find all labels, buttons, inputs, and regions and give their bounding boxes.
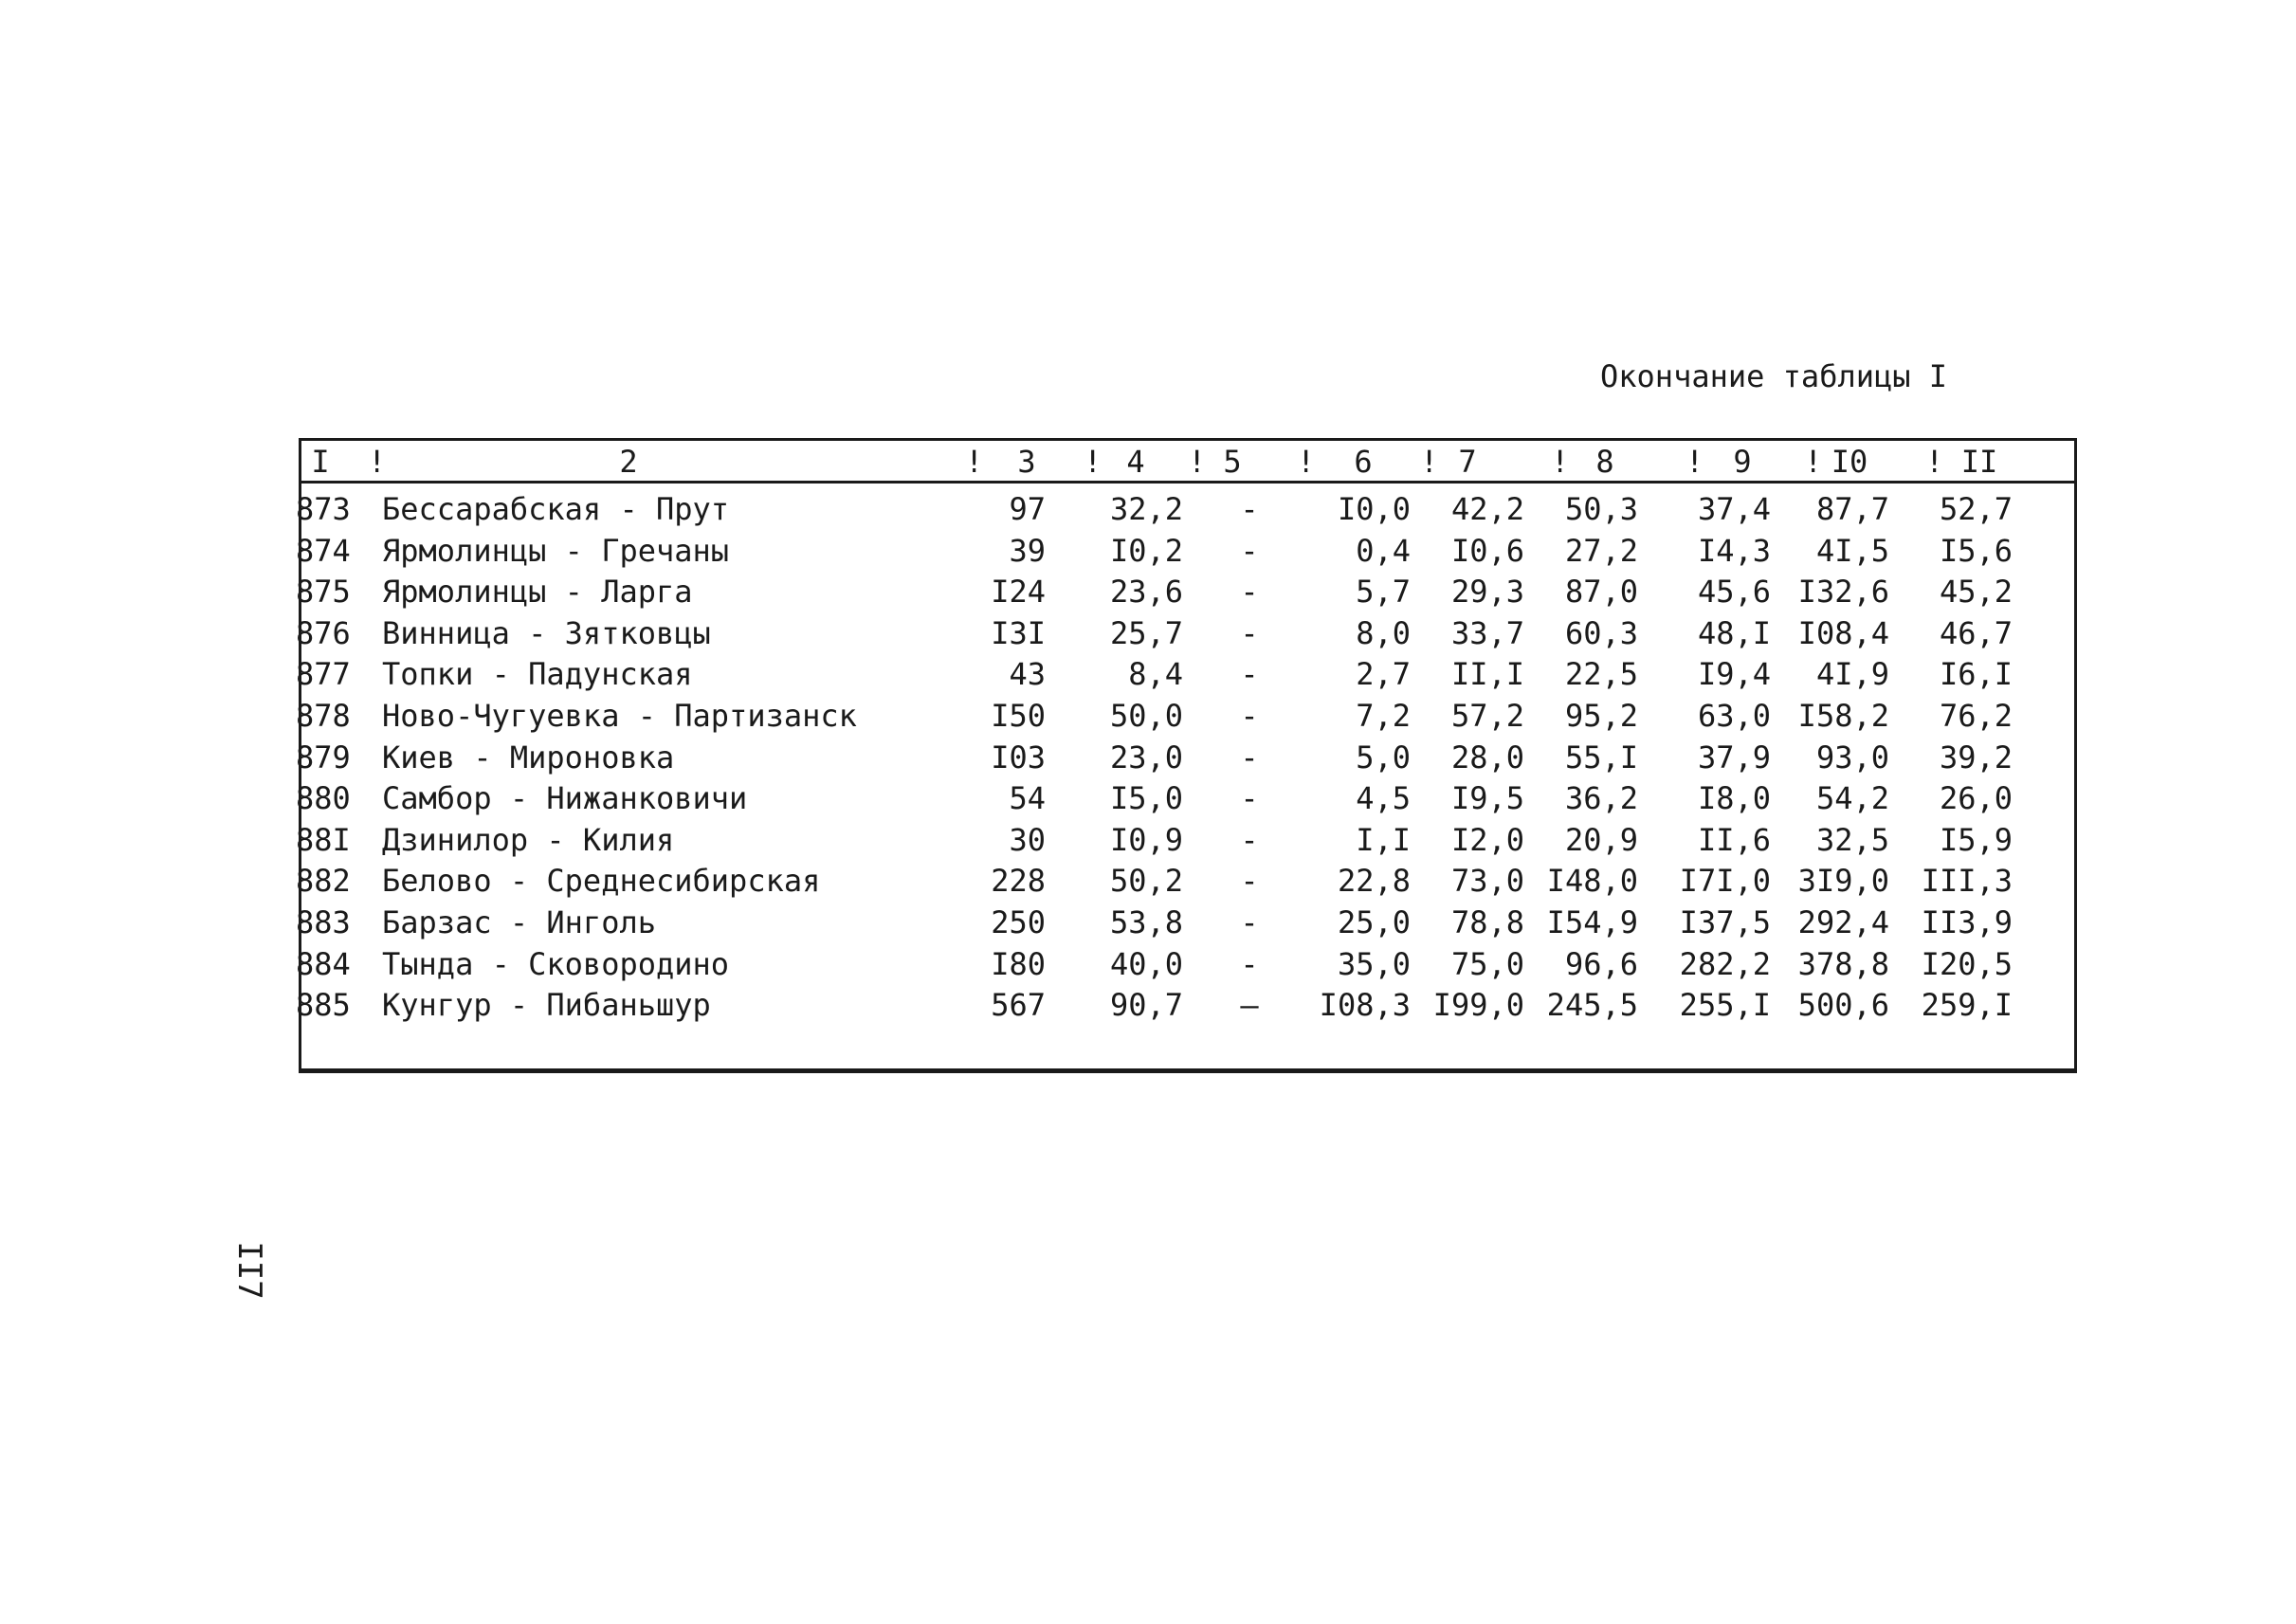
section-name: Винница - Зятковцы — [382, 614, 711, 651]
value-cell-col5: - — [1240, 904, 1259, 940]
section-name: Самбор - Нижанковичи — [382, 780, 748, 817]
value-cell-col4: 50,2 — [1109, 863, 1183, 900]
value-cell-col7: 33,7 — [1450, 614, 1524, 651]
value-cell-col4: 50,0 — [1109, 698, 1183, 734]
table-row — [296, 903, 2074, 941]
header-cell-5: 5 — [1223, 444, 1242, 480]
header-cell-10: I0 — [1831, 444, 1868, 480]
value-cell-col7: 57,2 — [1450, 698, 1524, 734]
table-row — [296, 532, 2074, 570]
section-name: Топки - Падунская — [382, 656, 693, 693]
value-cell-col4: 40,0 — [1109, 945, 1183, 982]
value-cell-col9: 255,I — [1679, 987, 1771, 1024]
value-cell-col11: I20,5 — [1921, 945, 2013, 982]
value-cell-col4: I5,0 — [1109, 780, 1183, 817]
value-cell-col6: 0,4 — [1356, 532, 1411, 569]
value-cell-col11: 76,2 — [1939, 698, 2013, 734]
section-name: Тында - Сковородино — [382, 945, 730, 982]
section-name: Барзас - Инголь — [382, 904, 656, 940]
value-cell-col4: 53,8 — [1109, 904, 1183, 940]
value-cell-col6: I,I — [1356, 821, 1411, 858]
section-name: Дзинилор - Килия — [382, 821, 675, 858]
value-cell-col10: 500,6 — [1797, 987, 1889, 1024]
value-cell-col6: 35,0 — [1337, 945, 1411, 982]
value-cell-col5: - — [1240, 821, 1259, 858]
value-cell-col8: 55,I — [1564, 739, 1638, 776]
value-cell-col9: I7I,0 — [1679, 863, 1771, 900]
value-cell-col6: 7,2 — [1356, 698, 1411, 734]
value-cell-col10: 54,2 — [1815, 780, 1889, 817]
value-cell-col3: 54 — [1009, 780, 1046, 817]
value-cell-col11: 39,2 — [1939, 739, 2013, 776]
value-cell-col9: 48,I — [1697, 614, 1771, 651]
value-cell-col4: 32,2 — [1109, 491, 1183, 527]
value-cell-col9: I37,5 — [1679, 904, 1771, 940]
value-cell-col9: I4,3 — [1697, 532, 1771, 569]
value-cell-col8: 22,5 — [1564, 656, 1638, 693]
header-separator: ! — [1551, 444, 1570, 480]
value-cell-col7: 78,8 — [1450, 904, 1524, 940]
value-cell-col5: - — [1240, 698, 1259, 734]
value-cell-col8: 36,2 — [1564, 780, 1638, 817]
value-cell-col11: I6,I — [1939, 656, 2013, 693]
header-separator: ! — [1804, 444, 1823, 480]
value-cell-col8: 60,3 — [1564, 614, 1638, 651]
section-name: Ярмолинцы - Гречаны — [382, 532, 730, 569]
table-row — [296, 862, 2074, 900]
section-name: Белово - Среднесибирская — [382, 863, 821, 900]
value-cell-col11: III,3 — [1921, 863, 2013, 900]
value-cell-col9: II,6 — [1697, 821, 1771, 858]
value-cell-col11: II3,9 — [1921, 904, 2013, 940]
value-cell-col11: 259,I — [1921, 987, 2013, 1024]
row-number: 88I — [296, 821, 351, 858]
row-number: 878 — [296, 698, 351, 734]
value-cell-col11: 45,2 — [1939, 574, 2013, 611]
value-cell-col9: I9,4 — [1697, 656, 1771, 693]
section-name: Ярмолинцы - Ларга — [382, 574, 693, 611]
value-cell-col7: 73,0 — [1450, 863, 1524, 900]
value-cell-col8: I54,9 — [1546, 904, 1638, 940]
value-cell-col10: I32,6 — [1797, 574, 1889, 611]
value-cell-col7: II,I — [1450, 656, 1524, 693]
value-cell-col6: 4,5 — [1356, 780, 1411, 817]
header-separator: ! — [965, 444, 984, 480]
value-cell-col10: 3I9,0 — [1797, 863, 1889, 900]
value-cell-col8: I48,0 — [1546, 863, 1638, 900]
value-cell-col10: 378,8 — [1797, 945, 1889, 982]
header-cell-8: 8 — [1595, 444, 1614, 480]
section-name: Кунгур - Пибаньшур — [382, 987, 711, 1024]
value-cell-col5: - — [1240, 945, 1259, 982]
value-cell-col4: 90,7 — [1109, 987, 1183, 1024]
value-cell-col3: 228 — [991, 863, 1046, 900]
value-cell-col5: - — [1240, 656, 1259, 693]
row-number: 885 — [296, 987, 351, 1024]
header-cell-4: 4 — [1126, 444, 1145, 480]
header-separator: ! — [1686, 444, 1704, 480]
value-cell-col3: 39 — [1009, 532, 1046, 569]
value-cell-col11: 52,7 — [1939, 491, 2013, 527]
value-cell-col3: 250 — [991, 904, 1046, 940]
value-cell-col4: 25,7 — [1109, 614, 1183, 651]
table-row — [296, 779, 2074, 817]
value-cell-col9: 63,0 — [1697, 698, 1771, 734]
table-row — [296, 986, 2074, 1024]
header-cell-2: 2 — [619, 444, 638, 480]
value-cell-col7: 75,0 — [1450, 945, 1524, 982]
value-cell-col8: 96,6 — [1564, 945, 1638, 982]
value-cell-col7: 42,2 — [1450, 491, 1524, 527]
row-number: 875 — [296, 574, 351, 611]
value-cell-col5: - — [1240, 532, 1259, 569]
value-cell-col4: 23,6 — [1109, 574, 1183, 611]
value-cell-col6: 5,7 — [1356, 574, 1411, 611]
value-cell-col6: 5,0 — [1356, 739, 1411, 776]
header-cell-1: I — [311, 444, 330, 480]
value-cell-col5: - — [1240, 739, 1259, 776]
value-cell-col7: I0,6 — [1450, 532, 1524, 569]
row-number: 880 — [296, 780, 351, 817]
table-row — [296, 945, 2074, 983]
value-cell-col8: 50,3 — [1564, 491, 1638, 527]
header-separator: ! — [1297, 444, 1316, 480]
value-cell-col5: - — [1240, 780, 1259, 817]
value-cell-col3: I3I — [991, 614, 1046, 651]
value-cell-col8: 20,9 — [1564, 821, 1638, 858]
value-cell-col6: 2,7 — [1356, 656, 1411, 693]
value-cell-col4: I0,2 — [1109, 532, 1183, 569]
value-cell-col3: 567 — [991, 987, 1046, 1024]
table-row — [296, 821, 2074, 859]
value-cell-col11: I5,6 — [1939, 532, 2013, 569]
value-cell-col11: 46,7 — [1939, 614, 2013, 651]
table-row — [296, 573, 2074, 611]
table-caption: Окончание таблицы I — [1600, 358, 1948, 394]
value-cell-col3: 97 — [1009, 491, 1046, 527]
row-number: 879 — [296, 739, 351, 776]
row-number: 884 — [296, 945, 351, 982]
row-number: 877 — [296, 656, 351, 693]
value-cell-col10: 4I,9 — [1815, 656, 1889, 693]
value-cell-col10: I58,2 — [1797, 698, 1889, 734]
value-cell-col4: 23,0 — [1109, 739, 1183, 776]
row-number: 876 — [296, 614, 351, 651]
header-separator: ! — [1925, 444, 1944, 480]
section-name: Ново-Чугуевка - Партизанск — [382, 698, 857, 734]
value-cell-col6: I08,3 — [1319, 987, 1411, 1024]
table-row — [296, 614, 2074, 652]
section-name: Киев - Мироновка — [382, 739, 675, 776]
value-cell-col10: 93,0 — [1815, 739, 1889, 776]
value-cell-col9: 282,2 — [1679, 945, 1771, 982]
row-number: 882 — [296, 863, 351, 900]
table-row — [296, 655, 2074, 693]
value-cell-col8: 27,2 — [1564, 532, 1638, 569]
value-cell-col3: I80 — [991, 945, 1046, 982]
data-table — [296, 438, 2077, 1073]
value-cell-col9: 45,6 — [1697, 574, 1771, 611]
row-number: 873 — [296, 491, 351, 527]
value-cell-col10: I08,4 — [1797, 614, 1889, 651]
value-cell-col4: I0,9 — [1109, 821, 1183, 858]
value-cell-col5: - — [1240, 863, 1259, 900]
value-cell-col3: 30 — [1009, 821, 1046, 858]
value-cell-col4: 8,4 — [1128, 656, 1183, 693]
value-cell-col10: 87,7 — [1815, 491, 1889, 527]
header-cell-9: 9 — [1733, 444, 1752, 480]
header-separator: ! — [1188, 444, 1207, 480]
header-cell-7: 7 — [1458, 444, 1477, 480]
table-row — [296, 739, 2074, 776]
value-cell-col9: 37,9 — [1697, 739, 1771, 776]
value-cell-col7: I2,0 — [1450, 821, 1524, 858]
value-cell-col10: 292,4 — [1797, 904, 1889, 940]
row-number: 883 — [296, 904, 351, 940]
value-cell-col6: 25,0 — [1337, 904, 1411, 940]
value-cell-col10: 4I,5 — [1815, 532, 1889, 569]
header-cell-6: 6 — [1354, 444, 1373, 480]
value-cell-col7: I9,5 — [1450, 780, 1524, 817]
value-cell-col5: - — [1240, 614, 1259, 651]
value-cell-col8: 87,0 — [1564, 574, 1638, 611]
value-cell-col9: 37,4 — [1697, 491, 1771, 527]
value-cell-col8: 95,2 — [1564, 698, 1638, 734]
header-separator: ! — [1084, 444, 1102, 480]
section-name: Бессарабская - Прут — [382, 491, 730, 527]
value-cell-col3: I24 — [991, 574, 1046, 611]
header-rule — [301, 481, 2074, 484]
value-cell-col10: 32,5 — [1815, 821, 1889, 858]
table-row — [296, 697, 2074, 735]
value-cell-col5: - — [1240, 574, 1259, 611]
value-cell-col7: I99,0 — [1432, 987, 1524, 1024]
header-separator: ! — [368, 444, 387, 480]
row-number: 874 — [296, 532, 351, 569]
value-cell-col5: - — [1240, 491, 1259, 527]
value-cell-col3: I50 — [991, 698, 1046, 734]
header-separator: ! — [1420, 444, 1439, 480]
value-cell-col11: I5,9 — [1939, 821, 2013, 858]
value-cell-col7: 29,3 — [1450, 574, 1524, 611]
table-row — [296, 490, 2074, 528]
value-cell-col3: I03 — [991, 739, 1046, 776]
value-cell-col11: 26,0 — [1939, 780, 2013, 817]
header-cell-3: 3 — [1017, 444, 1036, 480]
value-cell-col6: 8,0 — [1356, 614, 1411, 651]
value-cell-col9: I8,0 — [1697, 780, 1771, 817]
value-cell-col8: 245,5 — [1546, 987, 1638, 1024]
value-cell-col5: — — [1240, 987, 1259, 1024]
value-cell-col3: 43 — [1009, 656, 1046, 693]
page-number: II7 — [230, 1241, 268, 1300]
value-cell-col6: 22,8 — [1337, 863, 1411, 900]
value-cell-col7: 28,0 — [1450, 739, 1524, 776]
value-cell-col6: I0,0 — [1337, 491, 1411, 527]
header-cell-11: II — [1960, 444, 1998, 480]
